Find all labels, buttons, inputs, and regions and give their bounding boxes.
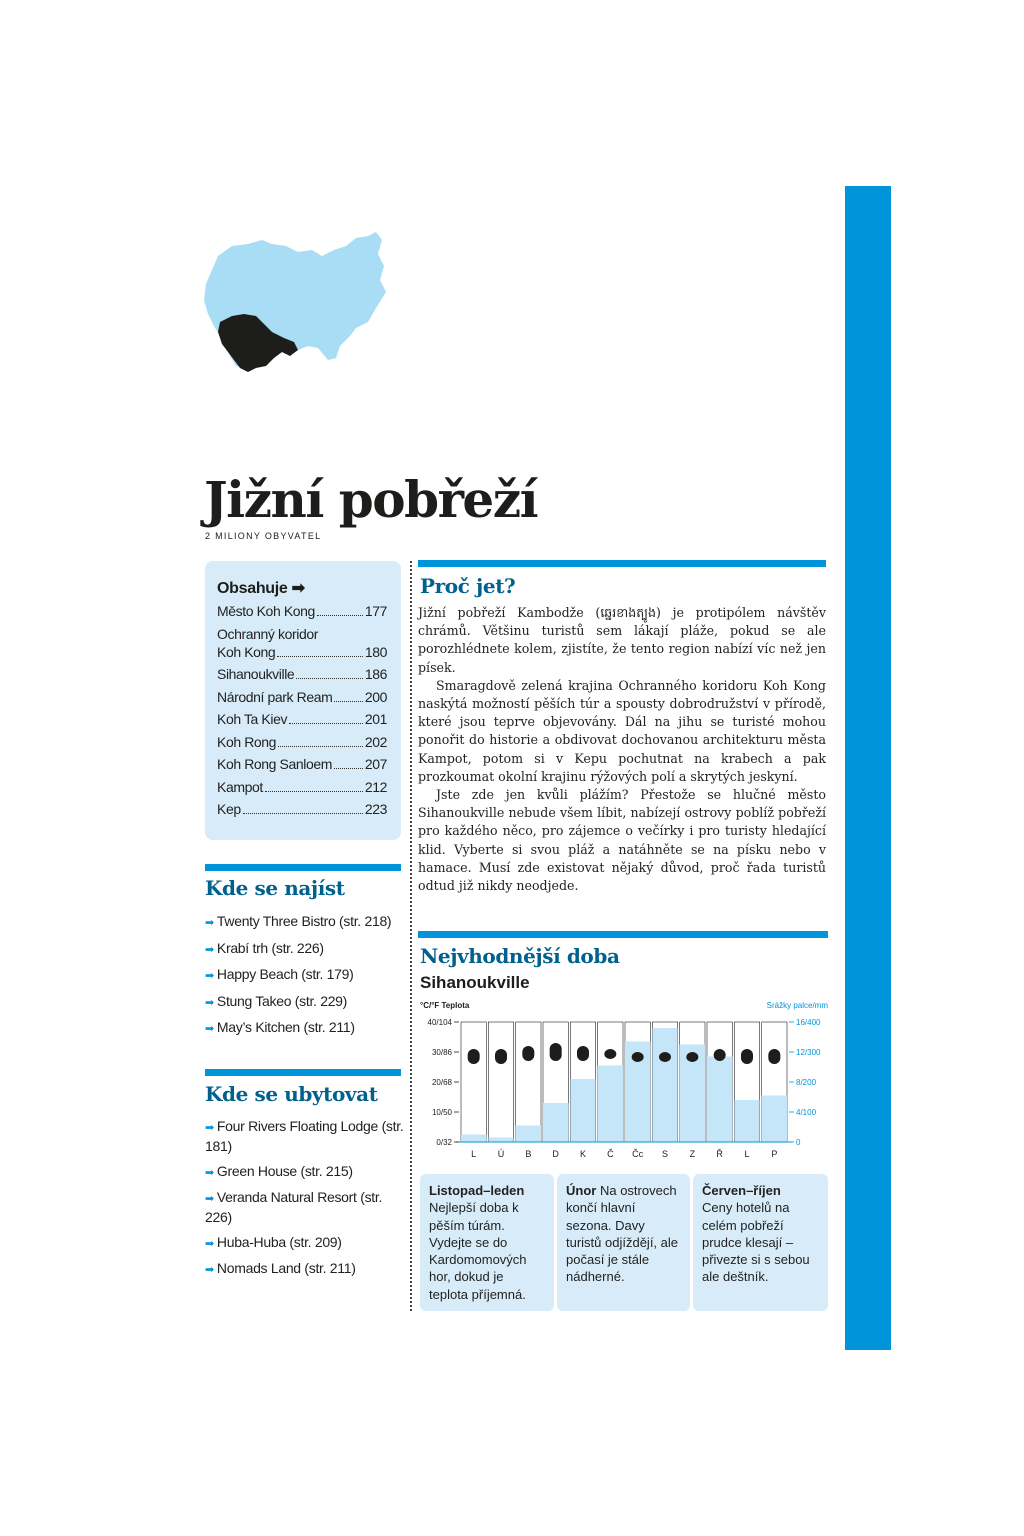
list-item[interactable] xyxy=(205,939,405,959)
chart-left-tick-label: 0/32 xyxy=(436,1138,452,1147)
contents-box xyxy=(205,561,401,840)
chart-right-tick-label: 4/100 xyxy=(796,1108,817,1117)
arrow-right-icon: ➡ xyxy=(205,970,214,982)
chart-temp-range xyxy=(522,1046,534,1061)
toc-item[interactable] xyxy=(217,733,387,751)
climate-chart xyxy=(418,996,830,1164)
list-item[interactable] xyxy=(205,992,405,1012)
toc-page: 177 xyxy=(364,603,387,619)
chart-left-tick-label: 40/104 xyxy=(427,1018,452,1027)
list-item-text: Huba-Huba (str. 209) xyxy=(216,1233,342,1250)
chart-month-label: S xyxy=(661,1149,669,1159)
column-divider xyxy=(410,561,412,1311)
chart-temp-range xyxy=(714,1049,726,1061)
toc-label: Národní park Ream xyxy=(217,688,333,705)
list-item-text: Green House (str. 215) xyxy=(216,1162,353,1179)
toc-label: Koh Rong xyxy=(217,733,277,750)
climate-city: Sihanoukville xyxy=(420,973,530,992)
list-item[interactable] xyxy=(205,965,405,985)
chart-temp-range xyxy=(468,1049,480,1064)
chart-month-label: Čc xyxy=(632,1149,644,1159)
why-body xyxy=(418,604,826,895)
chart-rain-bar xyxy=(516,1126,541,1143)
toc-item[interactable] xyxy=(217,755,387,773)
chart-month-label: L xyxy=(471,1149,477,1159)
chart-right-tick-label: 16/400 xyxy=(796,1018,821,1027)
chart-left-tick-label: 30/86 xyxy=(431,1048,452,1057)
list-item-text: Nomads Land (str. 211) xyxy=(216,1260,356,1276)
season-note xyxy=(693,1174,828,1311)
besttime-section-bar xyxy=(418,931,828,938)
chart-rain-bar xyxy=(734,1100,759,1142)
arrow-right-icon: ➡ xyxy=(205,1193,214,1205)
chart-left-tick-label: 10/50 xyxy=(431,1108,452,1117)
chart-temp-range xyxy=(768,1049,780,1064)
chart-left-tick-label: 20/68 xyxy=(431,1078,452,1087)
arrow-right-icon: ➡ xyxy=(205,1237,214,1250)
toc-label: Kep xyxy=(217,801,241,817)
chart-month-label: Z xyxy=(689,1149,696,1159)
list-item-text: Stung Takeo (str. 229) xyxy=(216,992,348,1009)
season-note-title: Červen–říjen xyxy=(702,1183,781,1198)
list-item-text: Four Rivers Floating Lodge (str. 181) xyxy=(205,1118,404,1154)
list-item-text: May’s Kitchen (str. 211) xyxy=(216,1019,355,1035)
season-note-text: Ceny hotelů na celém pobřeží prudce klesají – přivezte si s sebou ale deštník. xyxy=(702,1200,810,1285)
season-note-text: Na ostrovech končí hlavní sezona. Davy turistů odjíždějí, ale počasí je stále nádherné. xyxy=(566,1183,679,1285)
arrow-right-icon: ➡ xyxy=(205,1122,214,1134)
toc-label: Ochranný koridor xyxy=(217,625,318,642)
page-title: Jižní pobřeží xyxy=(204,470,538,529)
chart-month-column xyxy=(461,1022,486,1142)
toc-item-line1[interactable] xyxy=(217,625,387,643)
toc-page: 202 xyxy=(364,733,387,750)
season-note-title: Únor xyxy=(566,1183,597,1198)
chart-month-label: Ř xyxy=(716,1149,723,1159)
chart-month-label: K xyxy=(579,1149,587,1159)
toc-item[interactable] xyxy=(217,800,387,818)
chart-rain-bar xyxy=(762,1096,787,1143)
season-note xyxy=(557,1174,690,1311)
contents-heading: Obsahuje ➡ xyxy=(217,580,305,597)
chart-temp-range xyxy=(604,1049,616,1059)
toc-page: 180 xyxy=(364,643,387,660)
why-heading: Proč jet? xyxy=(420,574,516,598)
season-notes xyxy=(420,1174,828,1311)
toc-label: Kampot xyxy=(217,778,263,795)
list-item[interactable] xyxy=(205,1162,405,1182)
chart-right-tick-label: 0 xyxy=(796,1138,801,1147)
toc-item[interactable] xyxy=(217,665,387,683)
list-item-text: Krabí trh (str. 226) xyxy=(216,939,324,956)
toc-page: 223 xyxy=(364,801,387,817)
population-label: 2 MILIONY OBYVATEL xyxy=(205,531,322,541)
arrow-right-icon: ➡ xyxy=(205,917,214,929)
list-item[interactable] xyxy=(205,1188,405,1226)
chart-month-column xyxy=(488,1022,513,1142)
besttime-heading: Nejvhodnější doba xyxy=(420,944,620,968)
season-note-title: Listopad–leden xyxy=(429,1183,525,1198)
arrow-right-icon: ➡ xyxy=(205,1023,214,1035)
chart-month-label: D xyxy=(552,1149,559,1159)
chart-month-column xyxy=(516,1022,541,1142)
chart-temp-range xyxy=(550,1043,562,1061)
list-item-text: Veranda Natural Resort (str. 226) xyxy=(205,1189,383,1225)
toc-item[interactable] xyxy=(217,778,387,796)
chart-rain-bar xyxy=(598,1066,623,1143)
stay-heading: Kde se ubytovat xyxy=(205,1082,378,1106)
chart-right-tick-label: 8/200 xyxy=(796,1078,817,1087)
arrow-right-icon: ➡ xyxy=(205,1264,214,1276)
chart-rain-bar xyxy=(543,1103,568,1142)
stay-section-bar xyxy=(205,1069,401,1076)
toc-item[interactable] xyxy=(217,688,387,706)
chart-rain-bar xyxy=(652,1028,677,1142)
chart-right-axis-label: Srážky palce/mm xyxy=(766,1001,828,1010)
list-item-text: Twenty Three Bistro (str. 218) xyxy=(216,913,392,929)
toc-label: Koh Rong Sanloem xyxy=(217,756,333,772)
chart-temp-range xyxy=(741,1049,753,1064)
chart-month-label: Ú xyxy=(497,1149,505,1159)
why-paragraph: Smaragdově zelená krajina Ochranného koridoru Koh Kong naskýtá možností pěších túr a spousty dobrodružství v přírodě, které jsou teprve objevovány. Dál na jihu se turisté mohou ponořit do historie a obdivovat dochovanou architekturu města Kampot, potom si v Kepu pochutnat na krabech a pak prozkoumat okolní krajinu rýžových polí a skrytých jeskyní. xyxy=(418,677,826,784)
eat-list xyxy=(205,912,405,1045)
chart-month-label: P xyxy=(771,1149,778,1159)
toc-page: 186 xyxy=(364,666,387,682)
chart-rain-bar xyxy=(488,1138,513,1143)
why-paragraph: Jste zde jen kvůli plážím? Přestože se hlučné město Sihanoukville nebude všem líbit, nabízejí ostrovy poblíž pobřeží pro každého něco, pro zájemce o večírky i pro turisty hledající klid. Vyberte si svou pláž a natáhněte se na písku nebo v hamace. Musí zde existovat nějaký důvod, proč řada turistů odtud již nikdy neodjede. xyxy=(418,787,826,894)
chart-month-label: L xyxy=(744,1149,750,1159)
list-item[interactable] xyxy=(205,1018,405,1038)
toc-label: Sihanoukville xyxy=(217,666,295,682)
stay-list xyxy=(205,1117,405,1286)
chapter-side-tab xyxy=(845,186,891,1350)
toc-page: 212 xyxy=(364,778,387,795)
arrow-right-icon: ➡ xyxy=(205,996,214,1009)
chart-temp-range xyxy=(659,1052,671,1062)
toc-item[interactable] xyxy=(217,643,387,661)
list-item-text: Happy Beach (str. 179) xyxy=(216,966,354,982)
eat-heading: Kde se najíst xyxy=(205,876,345,900)
toc-label: Koh Kong xyxy=(217,643,276,660)
toc-label: Koh Ta Kiev xyxy=(217,711,288,727)
chart-temp-range xyxy=(632,1052,644,1062)
list-item[interactable] xyxy=(205,1117,405,1155)
list-item[interactable] xyxy=(205,912,405,932)
arrow-right-icon: ➡ xyxy=(205,1166,214,1179)
toc-page: 207 xyxy=(364,756,387,772)
why-section-bar xyxy=(418,560,826,567)
chart-month-label: Č xyxy=(607,1149,614,1159)
season-note xyxy=(420,1174,554,1311)
chart-month-label: B xyxy=(525,1149,532,1159)
region-map xyxy=(200,228,390,378)
chart-temp-range xyxy=(686,1052,698,1062)
toc-item[interactable] xyxy=(217,602,387,620)
chart-rain-bar xyxy=(461,1135,486,1143)
arrow-right-icon: ➡ xyxy=(205,943,214,956)
chart-temp-range xyxy=(577,1046,589,1061)
chart-left-axis-label: °C/°F Teplota xyxy=(420,1001,470,1010)
chart-temp-range xyxy=(495,1049,507,1064)
toc-label: Město Koh Kong xyxy=(217,603,315,619)
chart-right-tick-label: 12/300 xyxy=(796,1048,821,1057)
why-paragraph: Jižní pobřeží Kambodže (ឆ្នេរខាងត្បូង) je protipólem návštěv chrámů. Většinu turistů sem lákají pláže, pokud se ale porozhlédnete kolem, zjistíte, že tento region nabízí víc než jen písek. xyxy=(418,605,826,675)
toc-page: 200 xyxy=(364,688,387,705)
chart-rain-bar xyxy=(707,1057,732,1143)
toc-item[interactable] xyxy=(217,710,387,728)
chart-rain-bar xyxy=(570,1079,595,1142)
eat-section-bar xyxy=(205,864,401,871)
list-item[interactable] xyxy=(205,1233,405,1253)
season-note-text: Nejlepší doba k pěším túrám. Vydejte se do Kardomomových hor, dokud je teplota příjemná. xyxy=(429,1200,527,1302)
list-item[interactable] xyxy=(205,1259,405,1279)
toc-page: 201 xyxy=(364,711,387,727)
